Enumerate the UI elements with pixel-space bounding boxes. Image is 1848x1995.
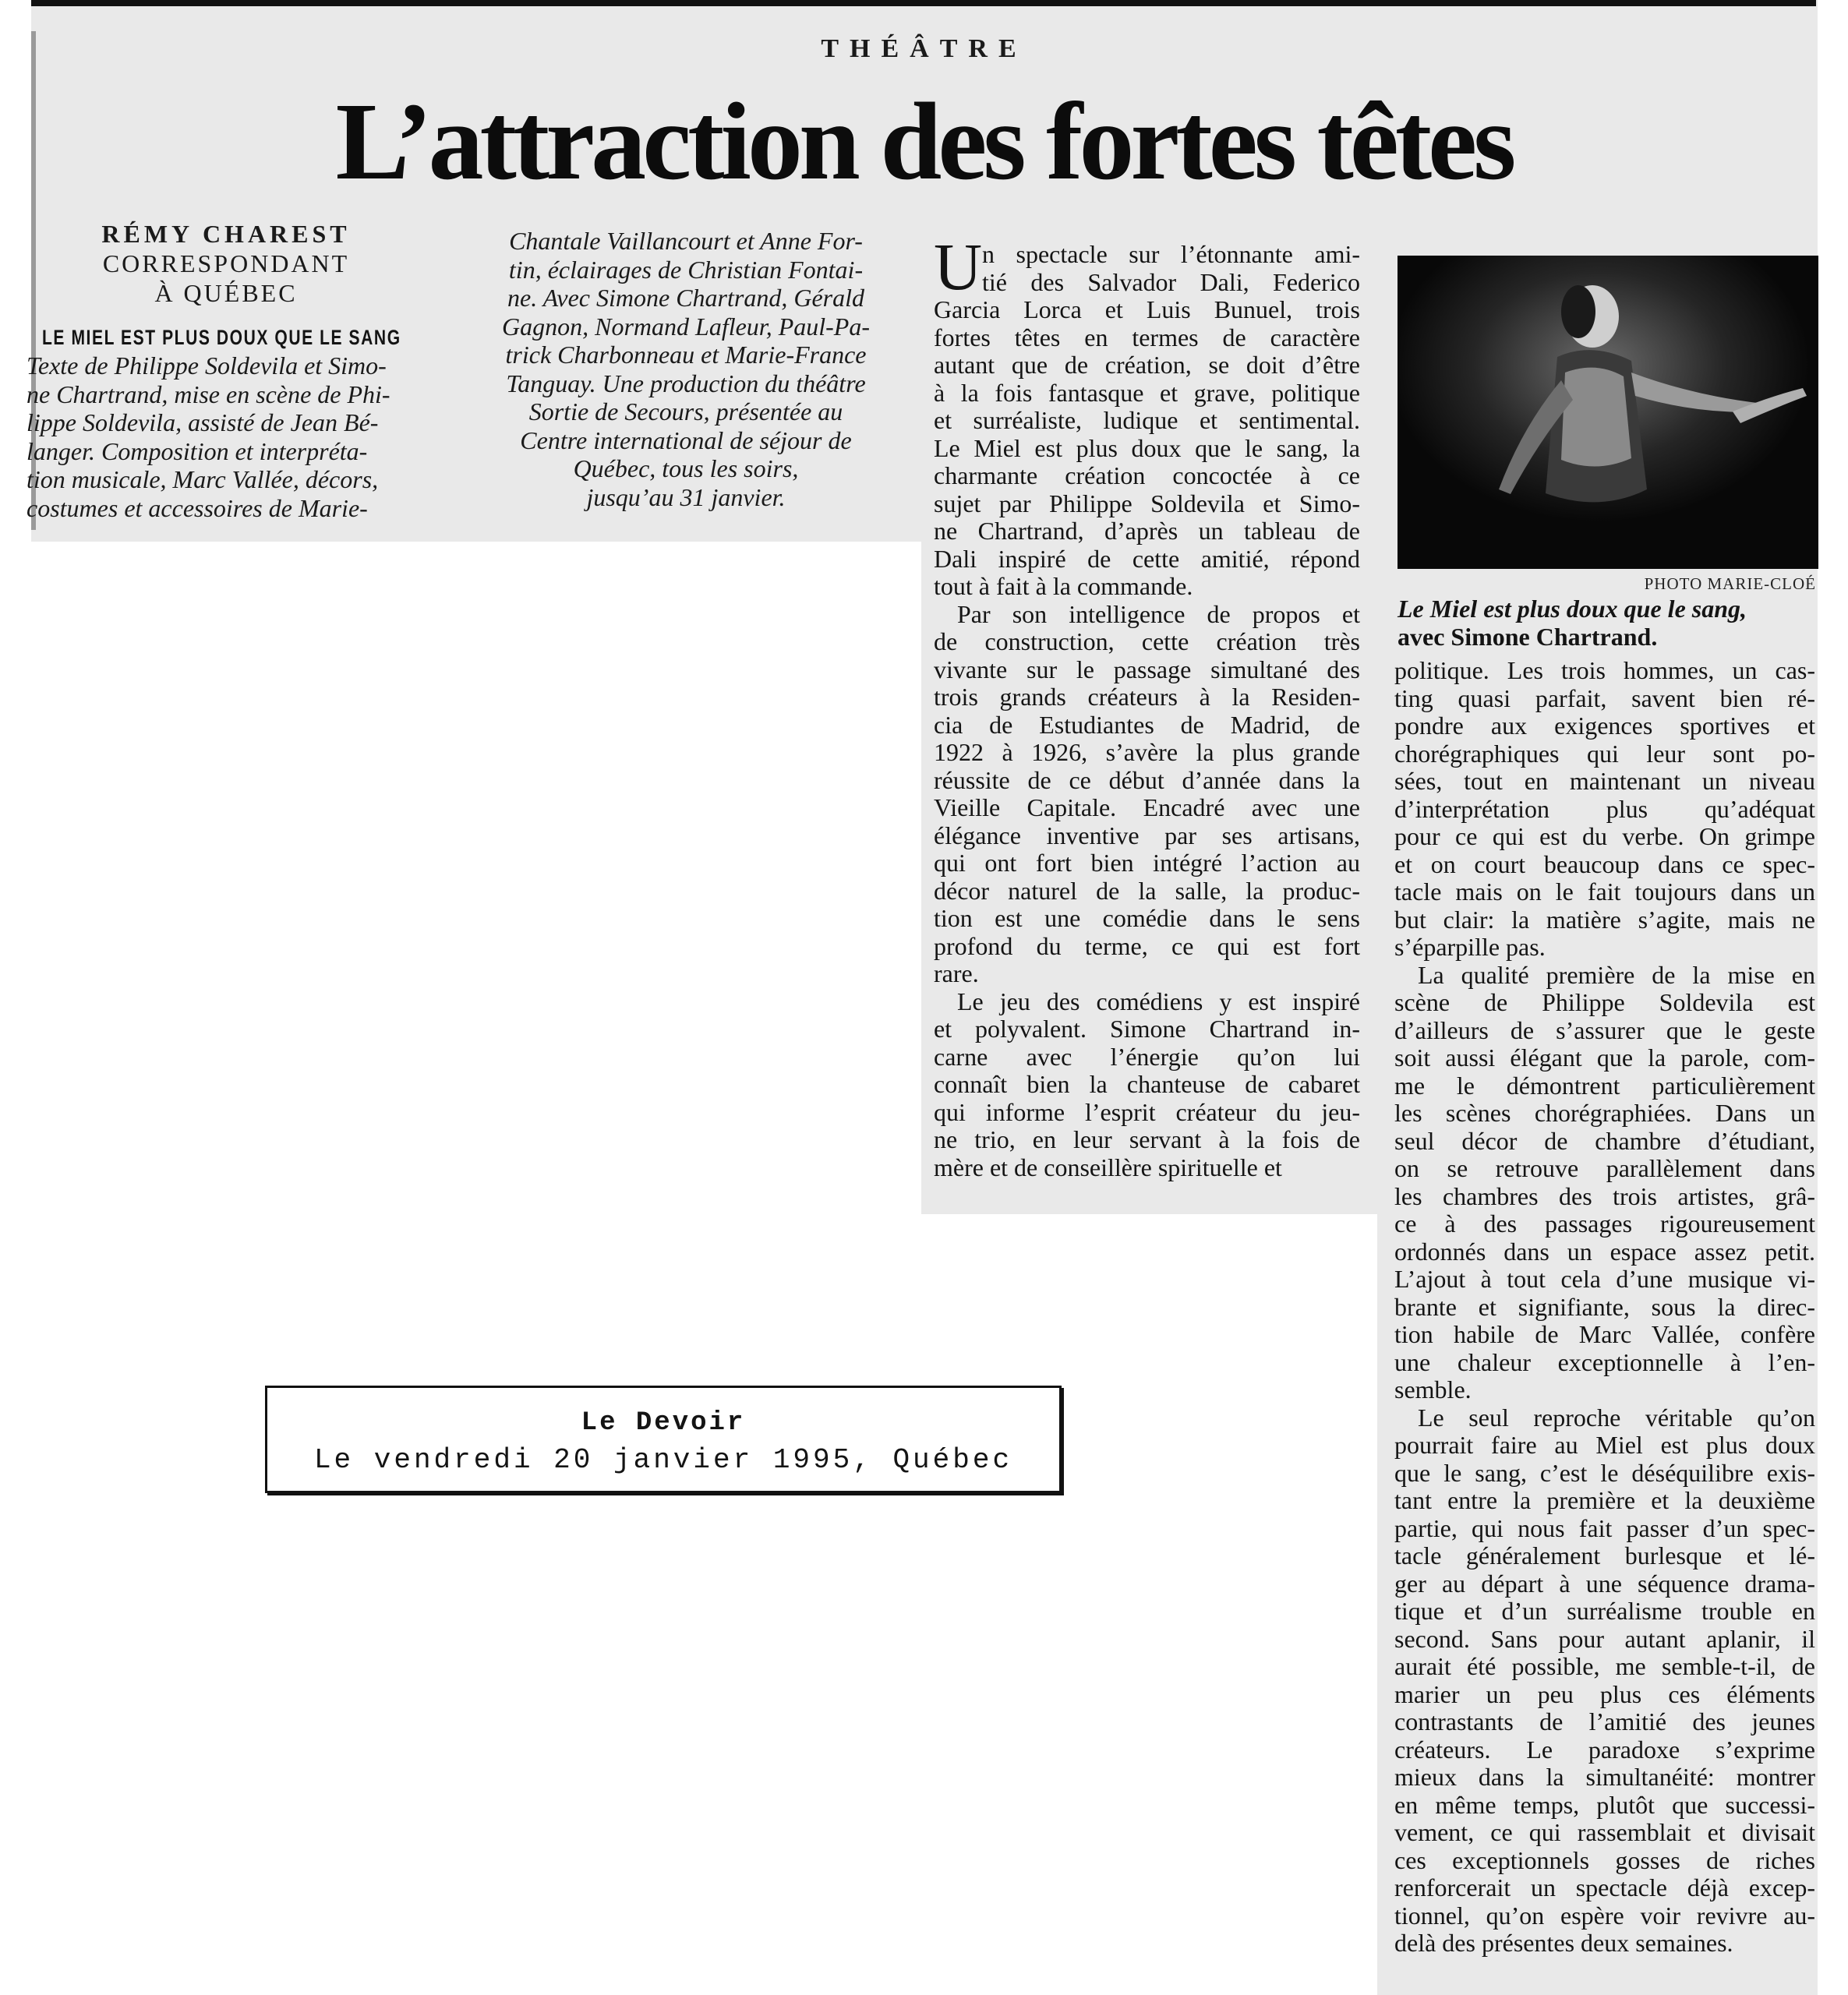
source-stamp <box>265 1386 1062 1493</box>
production-credits-middle <box>460 227 912 511</box>
drop-cap: U <box>934 229 983 304</box>
article-line: ting quasi parfait, savent bien ré- <box>1394 683 1815 712</box>
article-line: tacle généralement burlesque et lé- <box>1394 1541 1815 1570</box>
author-location: À QUÉBEC <box>154 279 298 307</box>
credit-line: tin, éclairages de Christian Fontai- <box>508 255 864 284</box>
article-line: ces exceptionnels gosses de riches <box>1394 1845 1815 1874</box>
publication-date: Le vendredi 20 janvier 1995, Québec <box>313 1444 1013 1476</box>
article-line: me le démontrent particulièrement <box>1394 1071 1815 1100</box>
article-line: vement, ce qui rassemblait et divisait <box>1394 1818 1815 1846</box>
article-line: tout à fait à la commande. <box>934 572 1193 600</box>
credit-line: Gagnon, Normand Lafleur, Paul-Pa- <box>502 312 870 341</box>
article-line: mieux dans la simultanéité: montrer <box>1394 1763 1815 1791</box>
article-opening-lines <box>982 241 1360 296</box>
article-line: connaît bien la chanteuse de cabaret <box>934 1070 1360 1098</box>
article-line: ne trio, en leur servant à la fois de <box>934 1125 1360 1153</box>
article-line: brante et signifiante, sous la direc- <box>1394 1292 1815 1321</box>
credit-line: Texte de Philippe Soldevila et Simo- <box>27 351 387 380</box>
article-line: carne avec l’énergie qu’on lui <box>934 1042 1360 1071</box>
caption-line: Le Miel est plus doux que le sang, <box>1397 595 1747 623</box>
article-line: renforcerait un spectacle déjà excep- <box>1394 1873 1815 1901</box>
article-line: Vieille Capitale. Encadré avec une <box>934 793 1360 821</box>
credit-line: tion musicale, Marc Vallée, décors, <box>27 465 379 493</box>
article-line: semble. <box>1394 1375 1472 1404</box>
article-line: profond du terme, ce qui est fort <box>934 931 1360 960</box>
article-line: tant entre la première et la deuxième <box>1394 1486 1815 1514</box>
article-line: tion habile de Marc Vallée, confère <box>1394 1320 1815 1348</box>
article-line: charmante création concoctée à ce <box>934 461 1360 489</box>
article-line: ordonnés dans un espace assez petit. <box>1394 1237 1815 1266</box>
article-line: d’interprétation plus qu’adéquat <box>1394 794 1815 823</box>
credit-line: costumes et accessoires de Marie- <box>27 493 368 522</box>
article-line: rare. <box>934 959 979 987</box>
article-line: d’ailleurs de s’assurer que le geste <box>1394 1015 1815 1044</box>
article-line: décor naturel de la salle, la produc- <box>934 876 1360 905</box>
article-line: pourrait faire au Miel est plus doux <box>1394 1431 1815 1459</box>
article-line: que le sang, c’est le déséquilibre exis- <box>1394 1458 1815 1487</box>
credit-line: ne. Avec Simone Chartrand, Gérald <box>507 284 864 312</box>
production-title: LE MIEL EST PLUS DOUX QUE LE SANG <box>42 326 401 349</box>
byline <box>86 220 366 308</box>
performance-photo-graphic <box>1397 256 1818 569</box>
article-line: chorégraphiques qui leur sont po- <box>1394 739 1815 768</box>
article-line: en même temps, plutôt que successi- <box>1394 1790 1815 1819</box>
article-line: de construction, cette création très <box>934 627 1360 655</box>
article-line: et surréaliste, ludique et sentimental. <box>934 406 1360 434</box>
credit-line: Tanguay. Une production du théâtre <box>506 369 866 397</box>
article-line: tié des Salvador Dali, Federico <box>982 267 1360 296</box>
article-line: créateurs. Le paradoxe s’exprime <box>1394 1735 1815 1764</box>
article-line: scène de Philippe Soldevila est <box>1394 988 1815 1016</box>
article-line: Dali inspiré de cette amitié, répond <box>934 544 1360 573</box>
article-line: aurait été possible, me semble-t-il, de <box>1394 1652 1815 1680</box>
photo-caption <box>1397 595 1747 651</box>
article-line: et polyvalent. Simone Chartrand in- <box>934 1015 1360 1043</box>
article-line: s’éparpille pas. <box>1394 933 1546 961</box>
article-line: marier un peu plus ces éléments <box>1394 1679 1815 1708</box>
credit-line: jusqu’au 31 janvier. <box>586 482 786 511</box>
article-line: les chambres des trois artistes, grâ- <box>1394 1181 1815 1210</box>
article-line: mère et de conseillère spirituelle et <box>934 1153 1282 1181</box>
photo-credit: PHOTO MARIE-CLOÉ <box>1644 574 1816 593</box>
article-line: seul décor de chambre d’étudiant, <box>1394 1126 1815 1155</box>
article-line: cia de Estudiantes de Madrid, de <box>934 710 1360 739</box>
article-line: second. Sans pour autant aplanir, il <box>1394 1624 1815 1653</box>
article-line: delà des présentes deux semaines. <box>1394 1929 1733 1957</box>
article-line: tionnel, qu’on espère voir revivre au- <box>1394 1901 1815 1930</box>
article-line: trois grands créateurs à la Residen- <box>934 683 1360 711</box>
article-line: Le jeu des comédiens y est inspiré <box>957 987 1360 1015</box>
article-line: ne Chartrand, d’après un tableau de <box>934 517 1360 545</box>
article-line: soit aussi élégant que la parole, com- <box>1394 1043 1815 1072</box>
article-line: à la fois fantasque et grave, politique <box>934 378 1360 407</box>
article-line: réussite de ce début d’année dans la <box>934 765 1360 794</box>
article-line: les scènes chorégraphiées. Dans un <box>1394 1099 1815 1127</box>
credit-line: Chantale Vaillancourt et Anne For- <box>509 227 863 255</box>
article-line: pour ce qui est du verbe. On grimpe <box>1394 822 1815 850</box>
headline: L’attraction des fortes têtes <box>335 79 1513 203</box>
article-line: La qualité première de la mise en <box>1418 960 1815 989</box>
article-line: tacle mais on le fait toujours dans un <box>1394 877 1815 906</box>
article-line: pondre aux exigences sportives et <box>1394 711 1815 740</box>
article-line: 1922 à 1926, s’avère la plus grande <box>934 738 1360 766</box>
performance-photo <box>1397 256 1818 569</box>
credit-line: langer. Composition et interpréta- <box>27 436 368 465</box>
article-line: sées, tout en maintenant un niveau <box>1394 767 1815 795</box>
credit-line: Sortie de Secours, présentée au <box>528 397 843 425</box>
article-line: sujet par Philippe Soldevila et Simo- <box>934 489 1360 517</box>
article-line: Le Miel est plus doux que le sang, la <box>934 433 1360 462</box>
article-line: tion est une comédie dans le sens <box>934 904 1360 932</box>
credit-line: Québec, tous les soirs, <box>573 454 799 482</box>
article-line: vivante sur le passage simultané des <box>934 655 1360 683</box>
caption-line: avec Simone Chartrand. <box>1397 622 1658 651</box>
section-kicker: THÉÂTRE <box>821 34 1027 63</box>
author-role: CORRESPONDANT <box>102 249 350 277</box>
article-line: autant que de création, se doit d’être <box>934 351 1360 379</box>
article-line: on se retrouve parallèlement dans <box>1394 1154 1815 1182</box>
article-line: ce à des passages rigoureusement <box>1394 1209 1815 1238</box>
credit-line: Centre international de séjour de <box>520 425 852 454</box>
article-line: Le seul reproche véritable qu’on <box>1418 1403 1815 1432</box>
article-line: politique. Les trois hommes, un cas- <box>1394 656 1815 684</box>
credit-line: ne Chartrand, mise en scène de Phi- <box>27 380 390 408</box>
article-column-1 <box>934 296 1360 1181</box>
article-line: Garcia Lorca et Luis Bunuel, trois <box>934 295 1360 323</box>
article-column-2 <box>1394 657 1815 1958</box>
article-line: qui informe l’esprit créateur du jeu- <box>934 1097 1360 1126</box>
article-line: tique et d’un surréalisme trouble en <box>1394 1597 1815 1625</box>
article-line: ger au départ à une séquence drama- <box>1394 1569 1815 1598</box>
article-line: Par son intelligence de propos et <box>957 599 1360 628</box>
article-line: n spectacle sur l’étonnante ami- <box>982 240 1360 268</box>
credit-line: trick Charbonneau et Marie-France <box>505 341 867 369</box>
credit-line: lippe Soldevila, assisté de Jean Bé- <box>27 408 379 436</box>
article-line: partie, qui nous fait passer d’un spec- <box>1394 1513 1815 1542</box>
article-line: qui ont fort bien intégré l’action au <box>934 849 1360 877</box>
article-line: et on court beaucoup dans ce spec- <box>1394 849 1815 878</box>
publication-name: Le Devoir <box>581 1408 746 1438</box>
article-line: élégance inventive par ses artisans, <box>934 821 1360 849</box>
production-credits-left <box>27 351 390 522</box>
article-line: une chaleur exceptionnelle à l’en- <box>1394 1347 1815 1376</box>
article-line: fortes têtes en termes de caractère <box>934 323 1360 351</box>
article-line: but clair: la matière s’agite, mais ne <box>1394 905 1815 934</box>
article-line: contrastants de l’amitié des jeunes <box>1394 1707 1815 1735</box>
author-name: RÉMY CHAREST <box>101 220 351 248</box>
top-rule <box>31 0 1816 6</box>
article-line: L’ajout à tout cela d’une musique vi- <box>1394 1265 1815 1293</box>
